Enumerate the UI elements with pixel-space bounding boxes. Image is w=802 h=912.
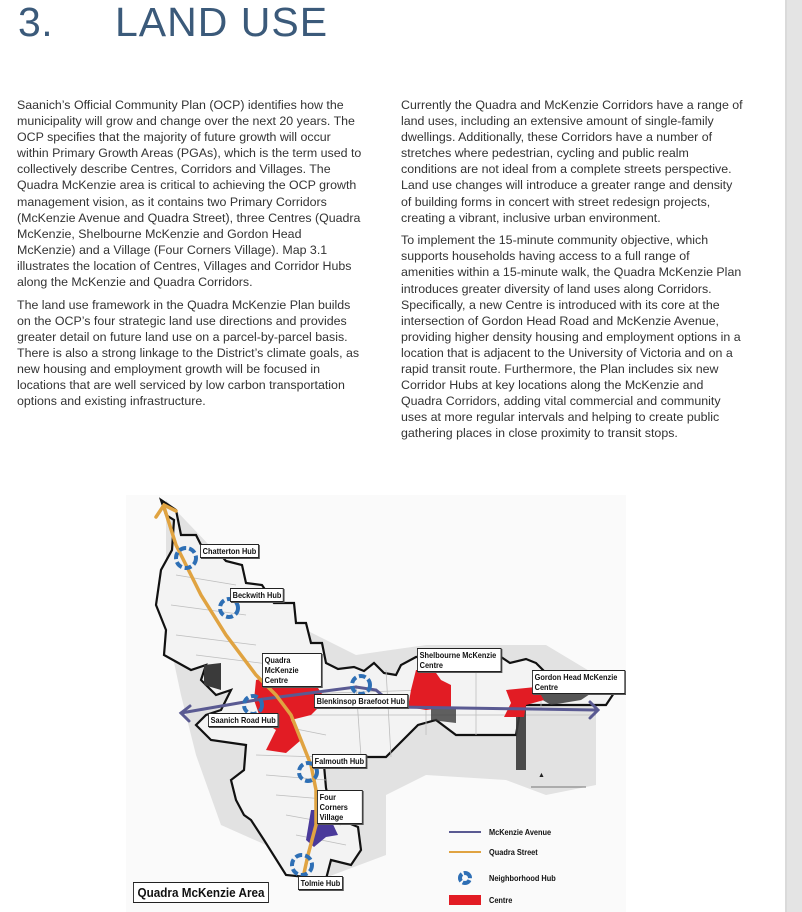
paragraph: To implement the 15-minute community objective, which supports households having access to a full range of amenities within a 15-minute walk, the Quadra McKenzie Plan introduces greater diversity of land uses along Corridors. Specifically, a new Centre is introduced with its core at the intersection of Gordon Head Road and McKenzie Avenue, providing higher density housing and employment options in a location that is adjacent to the University of Victoria and on a rapid transit route. Furthermore, the Plan includes six new Corridor Hubs at key locations along the McKenzie and Quadra Corridors, adding vital commercial and community uses at more regular intervals and helping to create public gathering places in close proximity to transit stops. <box>401 233 742 441</box>
legend-item-neighborhood-hub <box>449 867 565 889</box>
legend-label: Neighborhood Hub <box>489 873 556 883</box>
legend-label: Quadra Street <box>489 847 538 857</box>
centre-label-gordon-head-mckenzie: Gordon Head McKenzie Centre <box>532 670 625 694</box>
scrollbar-track[interactable] <box>785 0 802 912</box>
hub-label-beckwith: Beckwith Hub <box>230 588 284 602</box>
legend-label: Centre <box>489 895 513 905</box>
hub-ring-icon <box>449 867 481 889</box>
legend-item-centre <box>449 895 516 905</box>
map-area-title: Quadra McKenzie Area <box>133 882 269 903</box>
paragraph: Saanich’s Official Community Plan (OCP) identifies how the municipality will grow and change over the next 20 years. The OCP specifies that the majority of future growth will occur within Primary Growth Areas (PGAs), which is the term used to collectively describe Centres, Corridors and Villages. The Quadra McKenzie area is critical to achieving the OCP growth management vision, as it contains two Primary Corridors (McKenzie Avenue and Quadra Street), three Centres (Quadra McKenzie, Shelbourne McKenzie and Gordon Head McKenzie) and a Village (Four Corners Village). Map 3.1 illustrates the location of Centres, Villages and Corridor Hubs along the McKenzie and Quadra Corridors. <box>17 98 362 290</box>
legend-item-quadra-street <box>449 847 544 857</box>
legend-item-mckenzie-avenue <box>449 827 560 837</box>
hub-label-blenkinsop-braefoot: Blenkinsop Braefoot Hub <box>314 694 408 708</box>
hub-label-tolmie: Tolmie Hub <box>298 876 343 890</box>
centre-swatch-icon <box>449 895 481 905</box>
north-arrow-icon: ▲ <box>538 772 545 779</box>
line-swatch-icon <box>449 831 481 833</box>
paragraph: Currently the Quadra and McKenzie Corridors have a range of land uses, including an extensive amount of single-family dwellings. Additionally, these Corridors have a number of stretches where pedestrian, cycling and public realm conditions are not ideal from a complete streets perspective. Land use changes will introduce a greater range and density of building forms in concert with street redesign projects, creating a vibrant, inclusive urban environment. <box>401 98 743 225</box>
centre-label-shelbourne-mckenzie: Shelbourne McKenzie Centre <box>417 648 501 672</box>
legend-label: McKenzie Avenue <box>489 827 552 837</box>
section-title: LAND USE <box>115 0 329 45</box>
hub-label-falmouth: Falmouth Hub <box>312 754 367 768</box>
left-column <box>17 97 362 416</box>
village-label-four-corners: Four Corners Village <box>317 790 363 824</box>
section-number: 3. <box>18 0 54 45</box>
centre-label-quadra-mckenzie: Quadra McKenzie Centre <box>262 653 322 687</box>
right-column <box>401 97 746 448</box>
hub-label-chatterton: Chatterton Hub <box>200 544 259 558</box>
land-use-map <box>126 495 626 912</box>
line-swatch-icon <box>449 851 481 853</box>
paragraph: The land use framework in the Quadra McKenzie Plan builds on the OCP’s four strategic land use directions and provides greater detail on future land use on a parcel-by-parcel basis. There is also a strong linkage to the District’s climate goals, as new housing and employment growth will be focused in locations that are well serviced by low carbon transportation options and existing infrastructure. <box>17 297 360 409</box>
hub-label-saanich-road: Saanich Road Hub <box>208 713 278 727</box>
